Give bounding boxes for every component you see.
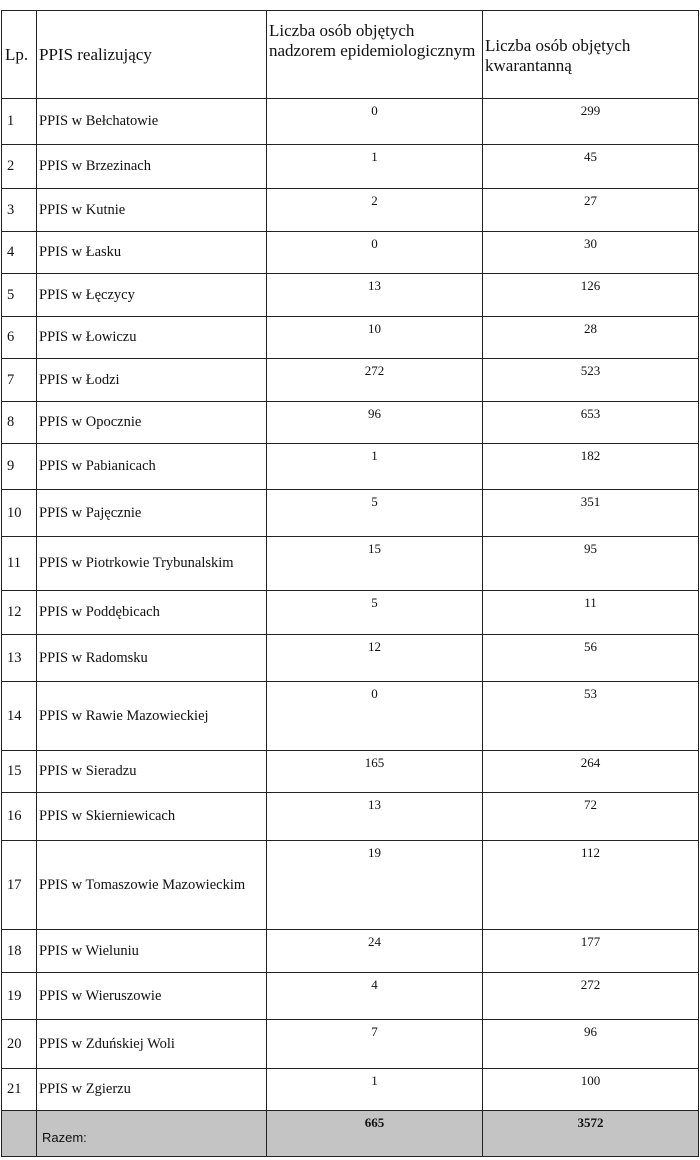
- table-row: [2, 1069, 699, 1111]
- table-row: [2, 682, 699, 751]
- total-row: [2, 1111, 699, 1157]
- row-kwarantanna: 299: [483, 99, 699, 145]
- row-kwarantanna: 523: [483, 359, 699, 402]
- row-nadzor: 0: [267, 232, 483, 274]
- row-lp: 3: [2, 189, 37, 232]
- row-nadzor: 2: [267, 189, 483, 232]
- row-name: PPIS w Kutnie: [37, 189, 267, 232]
- row-nadzor: 0: [267, 682, 483, 751]
- row-kwarantanna: 53: [483, 682, 699, 751]
- header-name: PPIS realizujący: [37, 11, 267, 99]
- row-lp: 5: [2, 274, 37, 317]
- row-lp: 6: [2, 317, 37, 359]
- ppis-table: [1, 10, 699, 1157]
- row-name: PPIS w Łasku: [37, 232, 267, 274]
- row-lp: 15: [2, 751, 37, 793]
- table-row: [2, 145, 699, 189]
- total-kwarantanna: 3572: [483, 1111, 699, 1157]
- row-nadzor: 10: [267, 317, 483, 359]
- table-row: [2, 444, 699, 490]
- row-lp: 4: [2, 232, 37, 274]
- table-row: [2, 402, 699, 444]
- row-name: PPIS w Wieluniu: [37, 930, 267, 973]
- table-row: [2, 930, 699, 973]
- table-row: [2, 591, 699, 635]
- row-kwarantanna: 27: [483, 189, 699, 232]
- row-nadzor: 96: [267, 402, 483, 444]
- table-row: [2, 537, 699, 591]
- row-kwarantanna: 264: [483, 751, 699, 793]
- row-kwarantanna: 96: [483, 1020, 699, 1069]
- row-kwarantanna: 56: [483, 635, 699, 682]
- table-row: [2, 635, 699, 682]
- row-nadzor: 12: [267, 635, 483, 682]
- row-nadzor: 5: [267, 591, 483, 635]
- header-nadzor: Liczba osób objętych nadzorem epidemiologicznym: [267, 11, 483, 99]
- table-row: [2, 973, 699, 1020]
- row-name: PPIS w Pabianicach: [37, 444, 267, 490]
- table-row: [2, 317, 699, 359]
- row-name: PPIS w Opocznie: [37, 402, 267, 444]
- row-kwarantanna: 653: [483, 402, 699, 444]
- row-name: PPIS w Łodzi: [37, 359, 267, 402]
- row-name: PPIS w Skierniewicach: [37, 793, 267, 841]
- row-nadzor: 15: [267, 537, 483, 591]
- header-lp: Lp.: [2, 11, 37, 99]
- row-lp: 7: [2, 359, 37, 402]
- row-kwarantanna: 182: [483, 444, 699, 490]
- row-nadzor: 165: [267, 751, 483, 793]
- table-row: [2, 232, 699, 274]
- table-row: [2, 793, 699, 841]
- row-lp: 10: [2, 490, 37, 537]
- row-lp: 21: [2, 1069, 37, 1111]
- row-lp: 17: [2, 841, 37, 930]
- row-nadzor: 1: [267, 444, 483, 490]
- row-lp: 16: [2, 793, 37, 841]
- row-name: PPIS w Tomaszowie Mazowieckim: [37, 841, 267, 930]
- row-kwarantanna: 272: [483, 973, 699, 1020]
- row-name: PPIS w Zgierzu: [37, 1069, 267, 1111]
- table-row: [2, 751, 699, 793]
- row-nadzor: 1: [267, 1069, 483, 1111]
- row-lp: 1: [2, 99, 37, 145]
- table-row: [2, 189, 699, 232]
- row-kwarantanna: 351: [483, 490, 699, 537]
- row-nadzor: 24: [267, 930, 483, 973]
- row-lp: 20: [2, 1020, 37, 1069]
- row-name: PPIS w Brzezinach: [37, 145, 267, 189]
- row-kwarantanna: 11: [483, 591, 699, 635]
- row-kwarantanna: 112: [483, 841, 699, 930]
- row-nadzor: 272: [267, 359, 483, 402]
- row-nadzor: 7: [267, 1020, 483, 1069]
- row-lp: 14: [2, 682, 37, 751]
- row-kwarantanna: 45: [483, 145, 699, 189]
- row-kwarantanna: 177: [483, 930, 699, 973]
- row-kwarantanna: 30: [483, 232, 699, 274]
- row-name: PPIS w Bełchatowie: [37, 99, 267, 145]
- row-name: PPIS w Zduńskiej Woli: [37, 1020, 267, 1069]
- row-lp: 11: [2, 537, 37, 591]
- row-nadzor: 0: [267, 99, 483, 145]
- row-nadzor: 1: [267, 145, 483, 189]
- table-row: [2, 490, 699, 537]
- row-nadzor: 5: [267, 490, 483, 537]
- row-kwarantanna: 28: [483, 317, 699, 359]
- row-lp: 18: [2, 930, 37, 973]
- header-row: [2, 11, 699, 99]
- row-nadzor: 19: [267, 841, 483, 930]
- row-nadzor: 13: [267, 274, 483, 317]
- row-name: PPIS w Rawie Mazowieckiej: [37, 682, 267, 751]
- row-name: PPIS w Łowiczu: [37, 317, 267, 359]
- row-nadzor: 4: [267, 973, 483, 1020]
- row-name: PPIS w Łęczycy: [37, 274, 267, 317]
- row-name: PPIS w Sieradzu: [37, 751, 267, 793]
- table-row: [2, 1020, 699, 1069]
- row-lp: 12: [2, 591, 37, 635]
- table-row: [2, 99, 699, 145]
- total-label: Razem:: [37, 1111, 267, 1157]
- total-nadzor: 665: [267, 1111, 483, 1157]
- row-lp: 19: [2, 973, 37, 1020]
- row-kwarantanna: 126: [483, 274, 699, 317]
- header-kwarantanna: Liczba osób objętych kwarantanną: [483, 11, 699, 99]
- table-row: [2, 841, 699, 930]
- row-name: PPIS w Radomsku: [37, 635, 267, 682]
- table-row: [2, 274, 699, 317]
- row-kwarantanna: 95: [483, 537, 699, 591]
- row-lp: 13: [2, 635, 37, 682]
- row-name: PPIS w Pajęcznie: [37, 490, 267, 537]
- row-name: PPIS w Poddębicach: [37, 591, 267, 635]
- table-row: [2, 359, 699, 402]
- row-lp: 8: [2, 402, 37, 444]
- row-kwarantanna: 72: [483, 793, 699, 841]
- row-lp: 2: [2, 145, 37, 189]
- row-name: PPIS w Wieruszowie: [37, 973, 267, 1020]
- row-nadzor: 13: [267, 793, 483, 841]
- row-kwarantanna: 100: [483, 1069, 699, 1111]
- row-name: PPIS w Piotrkowie Trybunalskim: [37, 537, 267, 591]
- row-lp: 9: [2, 444, 37, 490]
- total-lp: [2, 1111, 37, 1157]
